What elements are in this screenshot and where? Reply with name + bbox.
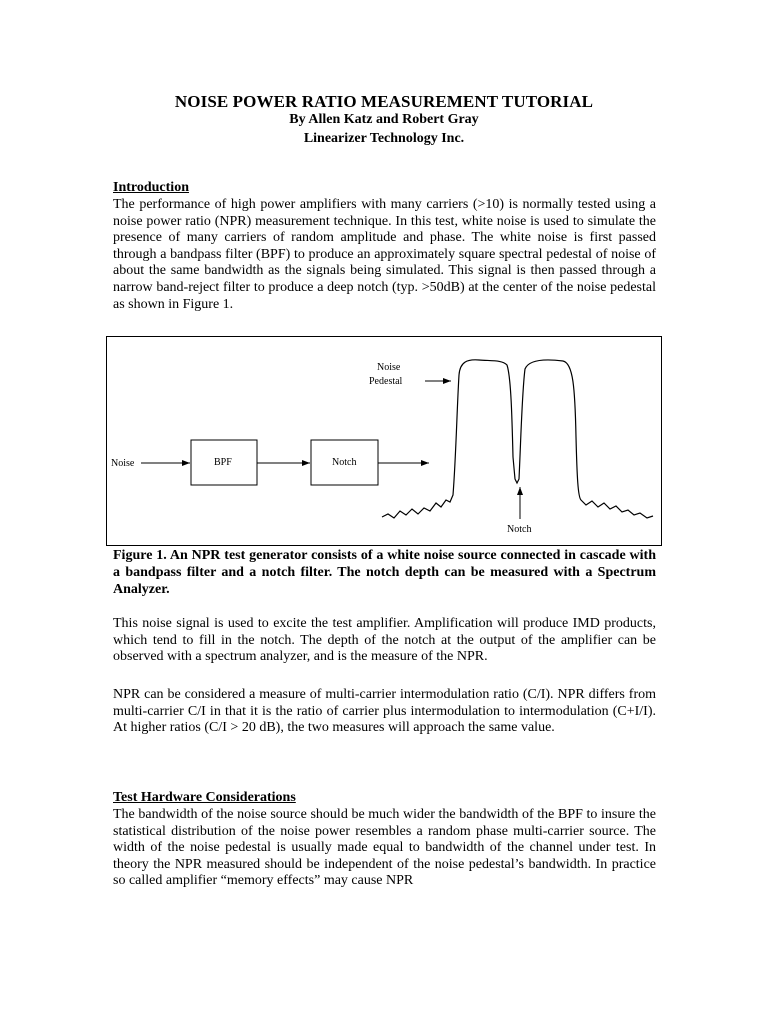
introduction-paragraph: The performance of high power amplifiers with many carriers (>10) is normally tested using a noise power ratio (NPR) measurement technique. In this test, white noise is used to simulate the presence of many carriers of random amplitude and phase. The white noise is first passed through a bandpass filter (BPF) to produce an approximately square spectral pedestal of noise of about the same bandwidth as the signals being simulated. This signal is then passed through a narrow band-reject filter to produce a deep notch (typ. >50dB) at the center of the noise pedestal as shown in Figure 1. [113,197,656,312]
authors: By Allen Katz and Robert Gray [289,112,479,127]
introduction-heading: Introduction [113,180,189,195]
noise-spectrum-trace [382,360,653,518]
pedestal-label-line1: Noise [377,362,401,373]
figure-caption: Figure 1. An NPR test generator consists of a white noise source connected in cascade with a bandpass filter and a notch filter. The notch depth can be measured with a Spectrum Analyzer. [113,548,656,597]
notch-block-label: Notch [332,457,357,468]
test-hardware-heading: Test Hardware Considerations [113,790,296,805]
pedestal-label-line2: Pedestal [369,376,403,387]
company: Linearizer Technology Inc. [303,131,465,146]
figure-1 [106,336,662,546]
noise-label: Noise [111,458,135,469]
npr-diagram [107,337,663,547]
bpf-label: BPF [214,457,232,468]
page-title: NOISE POWER RATIO MEASUREMENT TUTORIAL [174,92,594,111]
test-hardware-paragraph: The bandwidth of the noise source should be much wider the bandwidth of the BPF to insure the statistical distribution of the noise power resembles a random phase multi-carrier source. The width of the noise pedestal is usually made equal to bandwidth of the channel under test. In theory the NPR measured should be independent of the noise pedestal’s bandwidth. In practice so called amplifier “memory effects” may cause NPR [113,807,656,889]
paragraph-3: NPR can be considered a measure of multi-carrier intermodulation ratio (C/I). NPR differs from multi-carrier C/I in that it is the ratio of carrier plus intermodulation to intermodulation (C+I/I). At higher ratios (C/I > 20 dB), the two measures will approach the same value. [113,687,656,736]
paragraph-2: This noise signal is used to excite the test amplifier. Amplification will produce IMD products, which tend to fill in the notch. The depth of the notch at the output of the amplifier can be observed with a spectrum analyzer, and is the measure of the NPR. [113,616,656,665]
notch-label: Notch [507,524,532,535]
